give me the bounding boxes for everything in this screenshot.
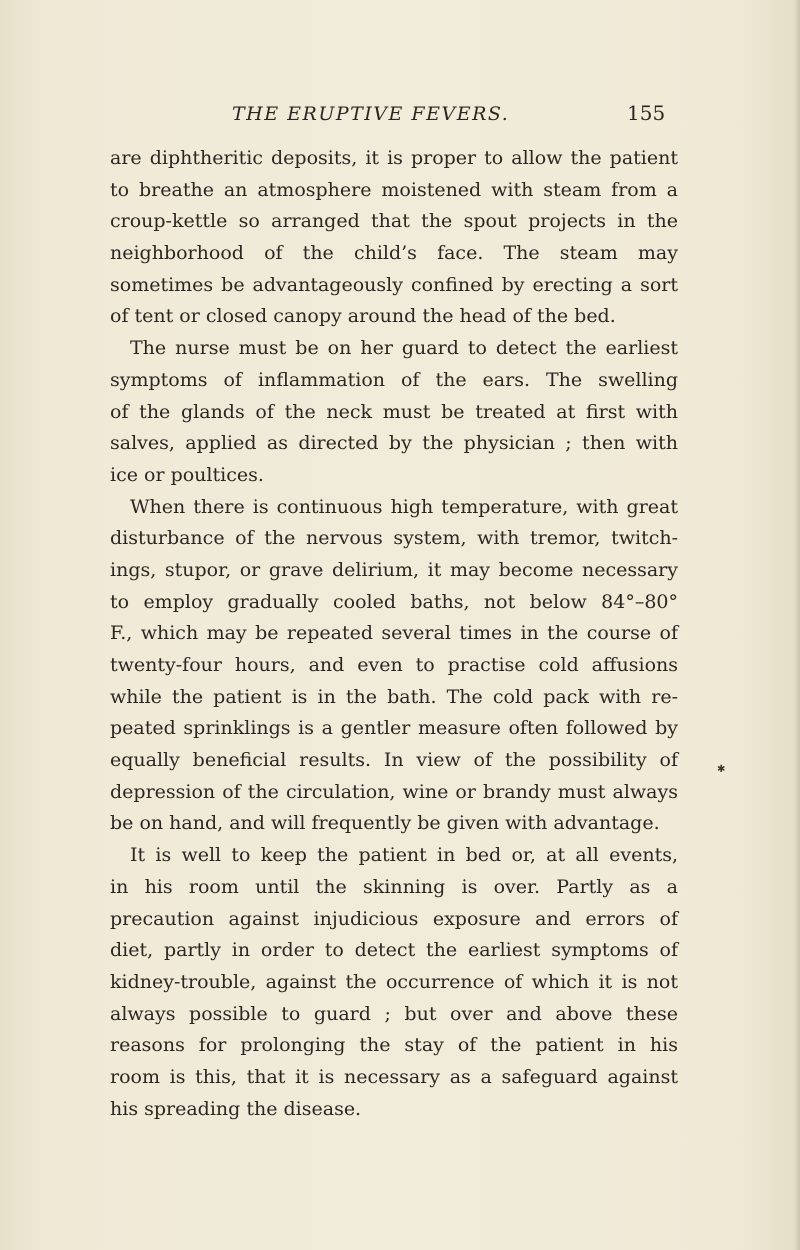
text-line: neighborhood of the child’s face. The steam may [110, 242, 678, 265]
text-line: disturbance of the nervous system, with tremor, twitch- [110, 527, 678, 550]
text-line: to employ gradually cooled baths, not below 84°–80° [110, 590, 678, 613]
text-line: twenty-four hours, and even to practise cold affusions [110, 654, 678, 676]
text-line: equally beneficial results. In view of the possibility of [110, 749, 678, 772]
text-line: The nurse must be on her guard to detect the earliest [130, 337, 678, 360]
page-header [0, 97, 800, 131]
text-line: sometimes be advantageously confined by erecting a sort [110, 273, 678, 296]
text-line: of the glands of the neck must be treated at first with [110, 400, 678, 423]
page-edge-shadow [794, 0, 800, 1250]
text-line: kidney-trouble, against the occurrence of which it is not [110, 970, 678, 993]
text-line: ice or poultices. [110, 463, 264, 486]
text-line: room is this, that it is necessary as a safeguard against [110, 1065, 678, 1088]
text-line: salves, applied as directed by the physician ; then with [110, 432, 678, 455]
running-head: THE ERUPTIVE FEVERS. [232, 103, 510, 125]
text-line: while the patient is in the bath. The cold pack with re- [110, 685, 678, 708]
text-line: to breathe an atmosphere moistened with steam from a [110, 178, 678, 201]
text-line: be on hand, and will frequently be given with advantage. [110, 812, 660, 835]
text-line: symptoms of inflammation of the ears. The swelling [110, 368, 678, 391]
text-line: in his room until the skinning is over. Partly as a [110, 875, 678, 898]
text-line: ings, stupor, or grave delirium, it may become necessary [110, 558, 678, 581]
text-line: reasons for prolonging the stay of the patient in his [110, 1034, 678, 1057]
text-line: precaution against injudicious exposure and errors of [110, 907, 678, 930]
text-line: are diphtheritic deposits, it is proper to allow the patient [110, 147, 678, 169]
text-line: diet, partly in order to detect the earliest symptoms of [110, 939, 678, 962]
text-line: of tent or closed canopy around the head of the bed. [110, 305, 616, 328]
text-line: croup-kettle so arranged that the spout projects in the [110, 210, 678, 233]
margin-mark: ✱ [717, 764, 726, 775]
page-number: 155 [627, 101, 666, 125]
text-line: It is well to keep the patient in bed or, at all events, [130, 844, 678, 867]
text-line: depression of the circulation, wine or brandy must always [110, 780, 678, 803]
text-line: When there is continuous high temperature, with great [130, 495, 678, 518]
body-text [110, 143, 678, 1125]
text-line: peated sprinklings is a gentler measure often followed by [110, 717, 678, 740]
text-line: F., which may be repeated several times in the course of [110, 622, 678, 645]
text-line: always possible to guard ; but over and above these [110, 1002, 678, 1025]
text-line: his spreading the disease. [110, 1097, 362, 1120]
